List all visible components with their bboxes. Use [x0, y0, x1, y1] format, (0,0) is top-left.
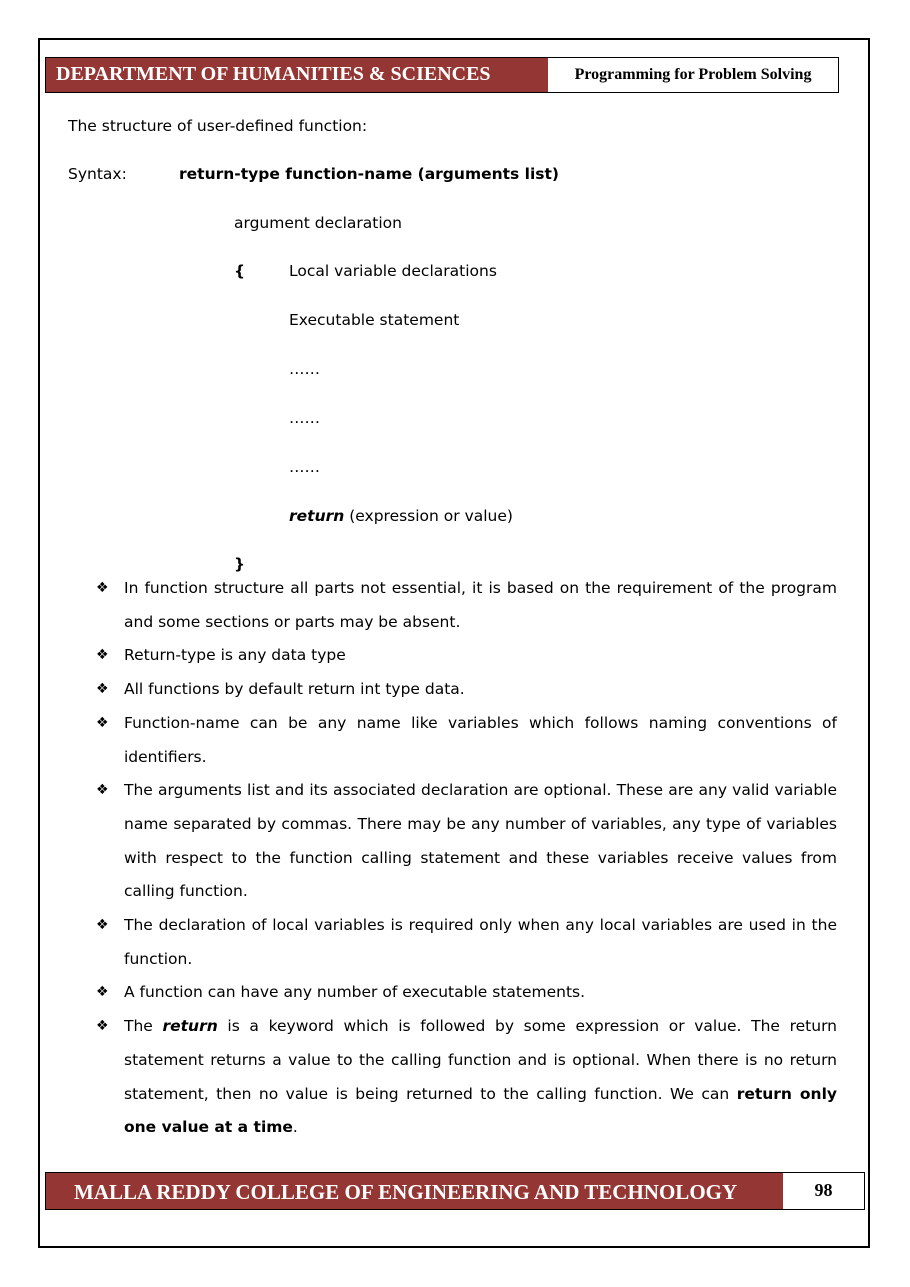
- list-item: [96, 909, 837, 976]
- list-item: [96, 572, 837, 639]
- list-item-text: All functions by default return int type data.: [124, 680, 465, 699]
- diamond-bullet-icon: ❖: [96, 580, 109, 596]
- list-item-text: [124, 1017, 837, 1136]
- list-item: [96, 976, 837, 1010]
- list-item-text: The arguments list and its associated declaration are optional. These are any valid variable name separated by commas. There may be any number of variables, any type of variables with respect to the function calling statement and these variables receive values from calling function.: [124, 781, 837, 901]
- list-item-text: In function structure all parts not essential, it is based on the requirement of the program and some sections or parts may be absent.: [124, 579, 837, 631]
- list-item: [96, 707, 837, 774]
- return-line: [289, 507, 513, 525]
- return-keyword: return: [162, 1017, 218, 1036]
- notes-list: [96, 572, 837, 1145]
- close-brace: }: [234, 555, 246, 573]
- intro-text: The structure of user-defined function:: [68, 117, 368, 135]
- college-name: MALLA REDDY COLLEGE OF ENGINEERING AND TECHNOLOGY: [46, 1173, 783, 1209]
- text-fragment: is a keyword which is followed by some expression or value. The return statement returns a value to the calling function and is optional. When there is no return statement, then no value is being returned to the calling function. We can: [124, 1017, 837, 1103]
- diamond-bullet-icon: ❖: [96, 647, 109, 664]
- ellipsis-line: ……: [289, 409, 320, 427]
- page-header: [45, 57, 839, 93]
- list-item: [96, 639, 837, 673]
- diamond-bullet-icon: ❖: [96, 782, 109, 799]
- argument-declaration: argument declaration: [234, 214, 402, 232]
- list-item: [96, 673, 837, 707]
- ellipsis-line: ……: [289, 360, 320, 378]
- ellipsis-line: ……: [289, 458, 320, 476]
- list-item-text: Function-name can be any name like variables which follows naming conventions of identifiers.: [124, 713, 837, 766]
- page-number: 98: [783, 1173, 864, 1209]
- department-title: DEPARTMENT OF HUMANITIES & SCIENCES: [46, 58, 548, 92]
- page-footer: [45, 1172, 865, 1210]
- subject-title: Programming for Problem Solving: [548, 58, 838, 92]
- local-variable-declarations: Local variable declarations: [289, 262, 497, 280]
- list-item: [96, 774, 837, 909]
- list-item-text: A function can have any number of executable statements.: [124, 983, 586, 1002]
- syntax-label: Syntax:: [68, 165, 127, 183]
- syntax-signature: return-type function-name (arguments list): [179, 165, 560, 183]
- diamond-bullet-icon: ❖: [96, 917, 109, 934]
- return-expression: (expression or value): [344, 507, 513, 525]
- diamond-bullet-icon: ❖: [96, 681, 109, 698]
- list-item: [96, 1010, 837, 1145]
- diamond-bullet-icon: ❖: [96, 984, 109, 1001]
- executable-statement: Executable statement: [289, 311, 460, 329]
- list-item-text: Return-type is any data type: [124, 646, 346, 665]
- emphasis-text: return only one value at a time: [124, 1084, 837, 1137]
- list-item-text: The declaration of local variables is required only when any local variables are used in the function.: [124, 916, 837, 968]
- diamond-bullet-icon: ❖: [96, 1018, 109, 1035]
- text-fragment: The: [124, 1017, 163, 1036]
- open-brace: {: [234, 262, 246, 280]
- return-keyword: return: [289, 507, 345, 525]
- text-fragment: .: [292, 1118, 298, 1137]
- diamond-bullet-icon: ❖: [96, 714, 109, 731]
